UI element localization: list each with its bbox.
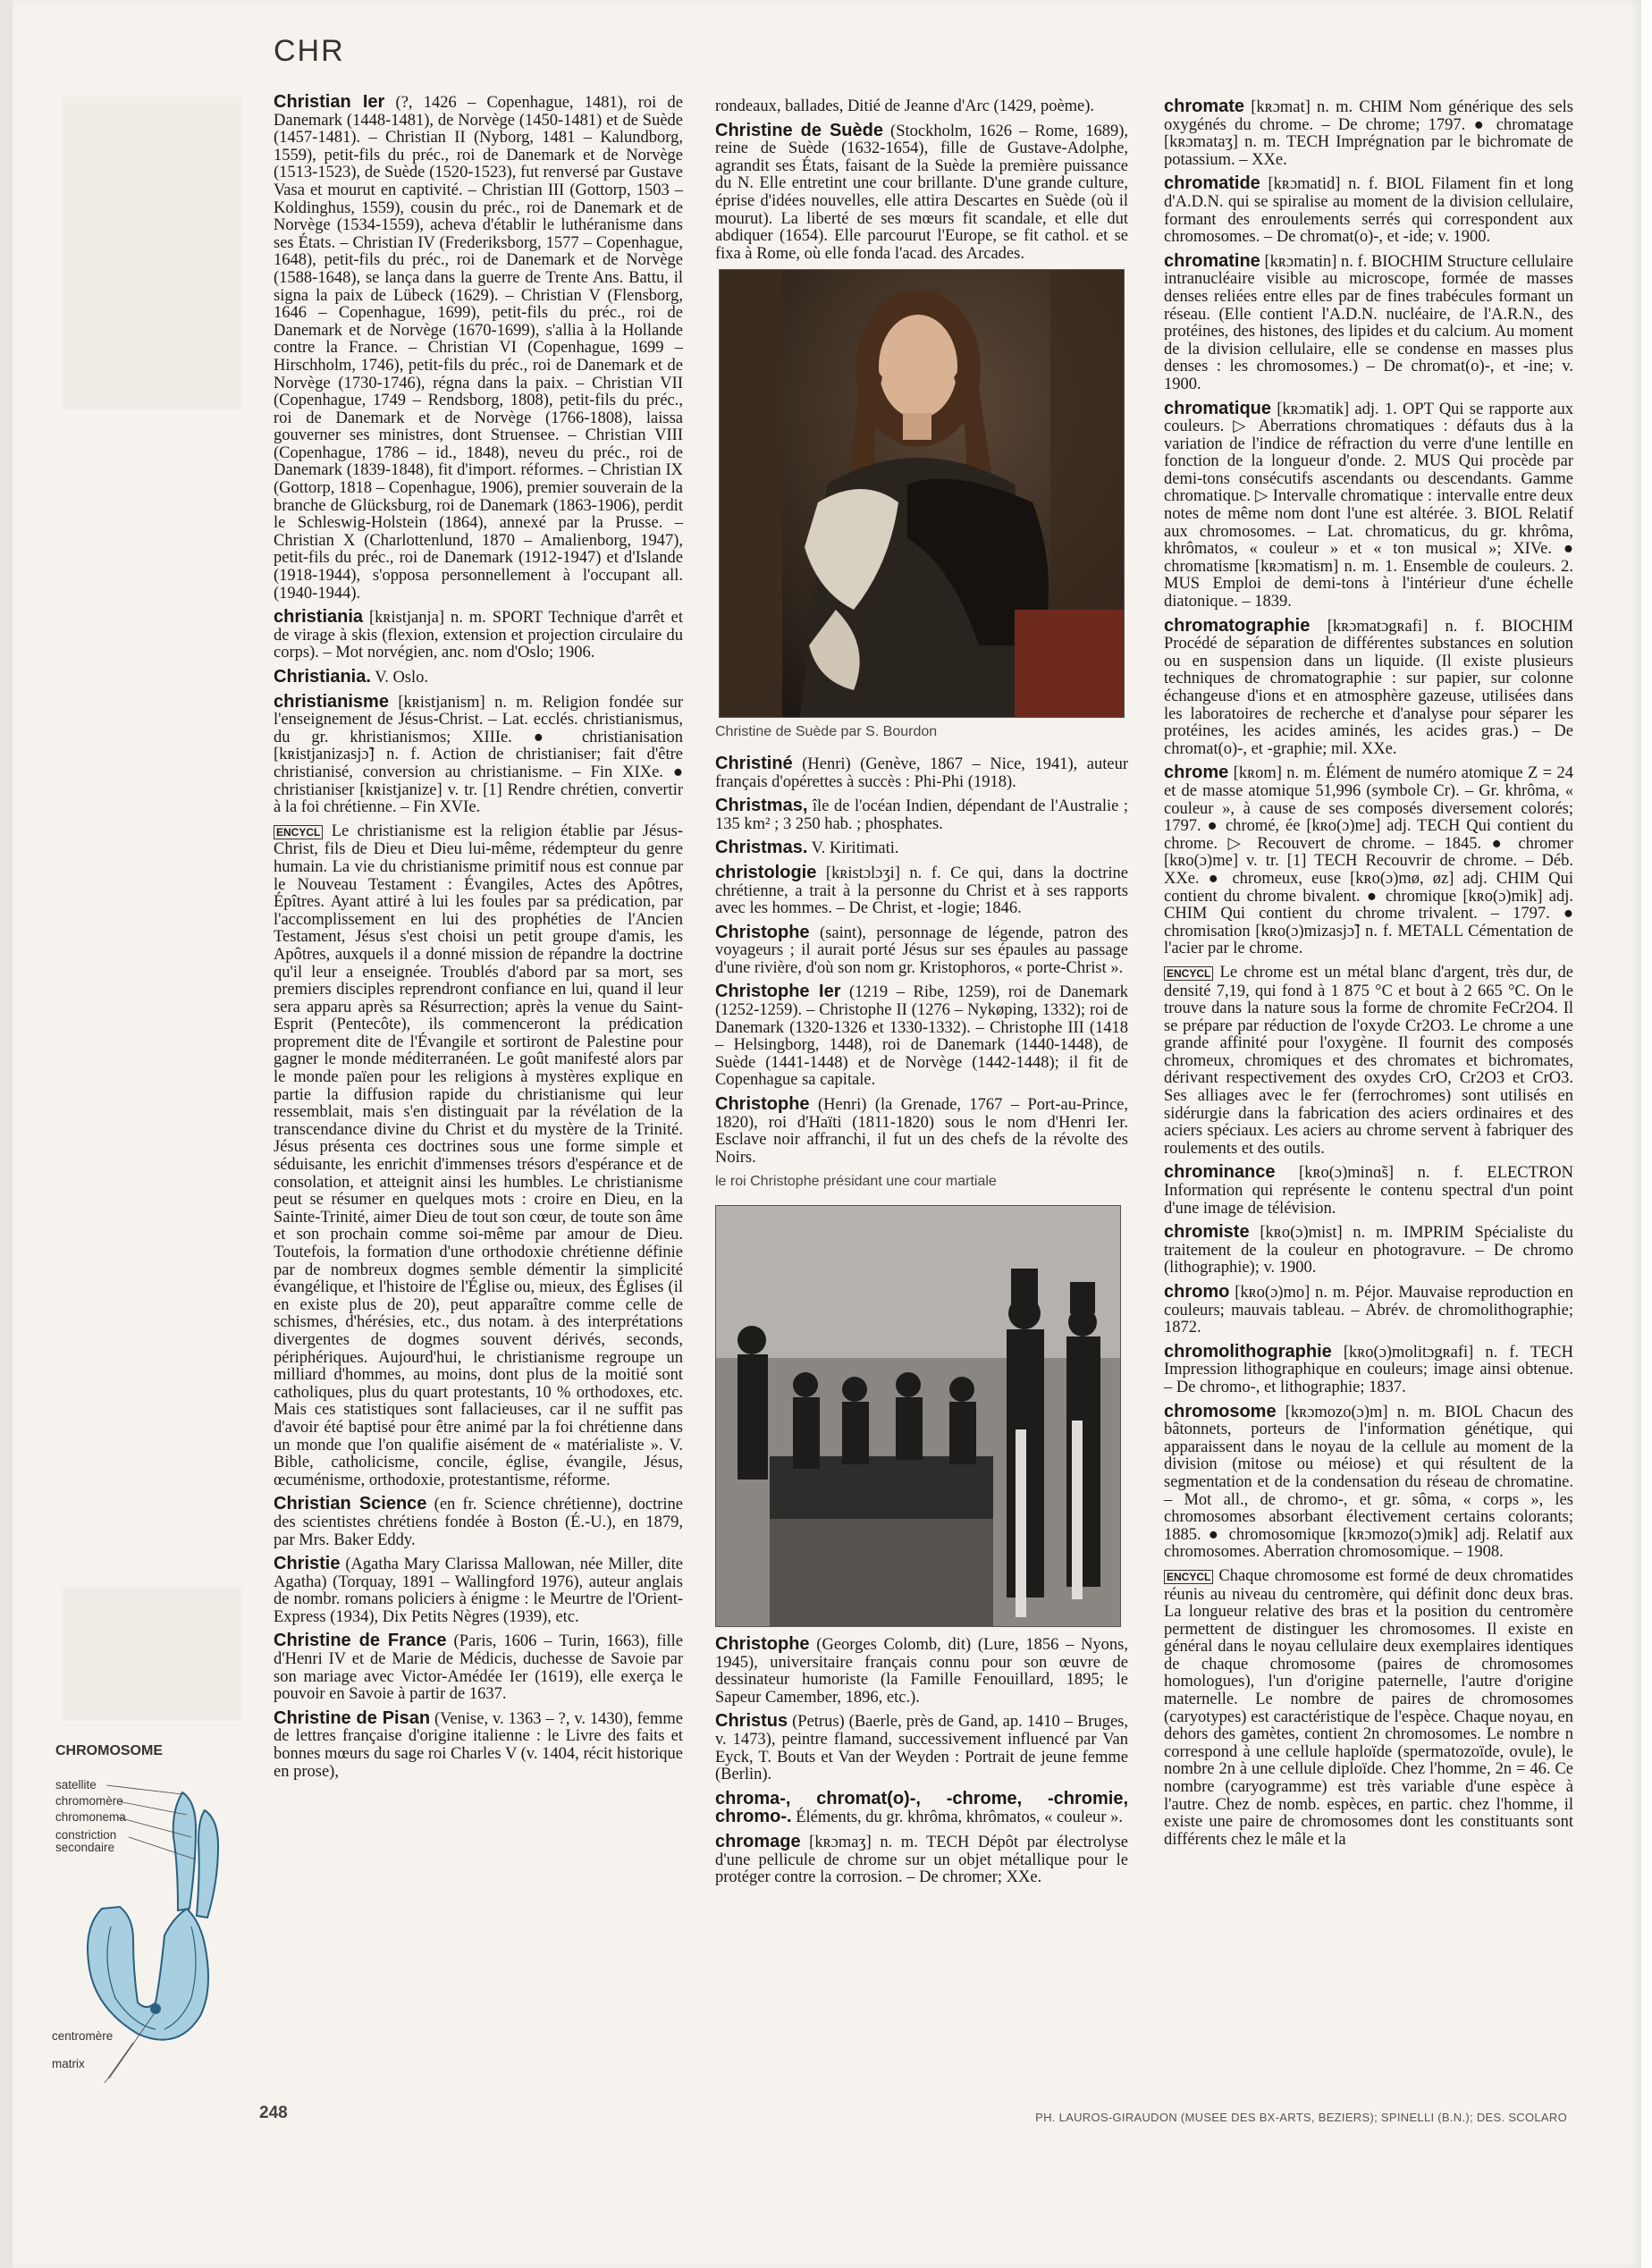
dictionary-entry	[1164, 764, 1573, 958]
entry-headword: ENCYCL	[1164, 1570, 1213, 1584]
dictionary-entry	[715, 797, 1128, 833]
entry-headword: chrominance	[1164, 1162, 1276, 1183]
entry-text: (?, 1426 – Copenhague, 1481), roi de Danemark (1448-1481), de Norvège (1450-1481) et de Suède (1457-1481). – Christian II (Nyborg, 1481 – Kalundborg, 1559), petit-fils du préc., roi de Danemark et de Norvège (1513-1523), de Suède (1520-1523), fut renversé par Gustave Vasa et mourut en captivité. – Christian III (Gottorp, 1503 – Koldinghus, 1559), cousin du préc., roi de Danemark et de Norvège (1534-1559), acheva d'établir le luthéranisme dans ses États. – Christian IV (Frederiksborg, 1577 – Copenhague, 1648), petit-fils du préc., roi de Danemark et de Norvège (1588-1648), se lança dans la guerre de Trente Ans. Battu, il signa la paix de Lübeck (1629). – Christian V (Flensborg, 1646 – Copenhague, 1699), petit-fils du préc., roi de Danemark et de Norvège (1670-1699), s'allia à la Hollande contre la France. – Christian VI (Copenhague, 1699 – Hirschholm, 1746), petit-fils du préc., roi de Danemark et de Norvège (1730-1746), régna dans la paix. – Christian VII (Copenhague, 1749 – Rendsborg, 1808), petit-fils du préc., roi de Danemark et de Norvège (1766-1808), laissa gouverner ses ministres, dont Struensee. – Christian VIII (Copenhague, 1786 – id., 1848), neveu du préc., roi de Danemark (1839-1848), fit d'import. réformes. – Christian IX (Gottorp, 1818 – Copenhague, 1906), premier souverain de la branche de Glücksburg, roi de Danemark (1863-1906), perdit le Schleswig-Holstein (1864), annexé par la Prusse. – Christian X (Charlottenlund, 1870 – Amalienborg, 1947), petit-fils du préc., roi de Danemark (1912-1947) et d'Islande (1918-1944), s'opposa personnellement à l'occupant all. (1940-1944).	[274, 94, 683, 603]
entry-text: (Stockholm, 1626 – Rome, 1689), reine de Suède (1632-1654), fille de Gustave-Adolphe, agrandit ses États, faisant de la Suède la première puissance du N. Elle entretint une cour brillante. D'une grande culture, éprise d'idées nouvelles, elle attira Descartes en Suède (où il mourut). La liberté de ses mœurs fit scandale, et elle dut abdiquer (1654). Elle parcourut l'Europe, se fit cathol. et se fixa à Rome, où elle fonda l'acad. des Arcades.	[715, 122, 1128, 263]
dictionary-entry	[715, 1831, 1129, 1887]
entry-headword: Christie	[274, 1554, 341, 1574]
dictionary-entry	[274, 823, 683, 1490]
entry-text: (Venise, v. 1363 – ?, v. 1430), femme de lettres française d'origine italienne : le Livre des faits et bonnes mœurs du sage roi Charles V (v. 1404, récit historique en prose),	[274, 1709, 683, 1781]
page-edge	[0, 0, 13, 2268]
entry-text: île de l'océan Indien, dépendant de l'Australie ; 135 km² ; 3 250 hab. ; phosphates.	[715, 797, 1129, 833]
dictionary-entry	[715, 1788, 1128, 1827]
dictionary-entry	[715, 755, 1128, 791]
entry-headword: christologie	[715, 862, 817, 882]
entry-text: Chaque chromosome est formé de deux chromatides réunis au niveau du centromère, qui définit donc deux bras. La longueur relative des bras et la position du centromère permettent de distinguer les chromosomes. Il existe en général dans le noyau cellulaire deux exemplaires identiques de chaque chromosome (paires de chromosomes homologues), l'un d'origine paternelle, l'autre d'origine maternelle. Le nombre de paires de chromosomes (caryotypes) est caractéristique de l'espèce. Chaque noyau, en dehors des gamètes, contient 2n chromosomes. Le nombre n correspond à une cellule haploïde (spermatozoïde, ovule), le nombre 2n à une cellule diploïde. Chez l'homme, 2n = 46. Ce nombre (caryogramme) est très variable d'une espèce à l'autre. Chez de nomb. espèces, en partic. chez l'homme, il existe une paire de chromosomes dont les constituants sont différents chez le mâle et la	[1164, 1566, 1574, 1849]
diagram-label-satellite: satellite	[55, 1778, 97, 1792]
entry-text: [kʀɔmozo(ɔ)m] n. m. BIOL Chacun des bâtonnets, porteurs de l'information génétique, qui apparaissent dans le noyau de la cellule au moment de la division (mitose ou méiose) et qui résultent de la segmentation et de la condensation du réseau de chromatine. – Mot all., de chromo-, et gr. sôma, « corps », les chromosomes absorbant électivement certains colorants; 1885. ● chromosomique [kʀɔmozo(ɔ)mik] adj. Relatif aux chromosomes. Aberration chromosomique. – 1908.	[1164, 1403, 1573, 1562]
entry-text: rondeaux, ballades, Ditié de Jeanne d'Arc (1429, poème).	[715, 97, 1095, 115]
entry-headword: Christmas,	[715, 796, 808, 816]
dictionary-entry	[1164, 1341, 1574, 1397]
dictionary-entry	[1164, 1568, 1573, 1850]
entry-text: [kʀɔmatik] adj. 1. OPT Qui se rapporte aux couleurs. ▷ Aberrations chromatiques : défauts dus à la variation de l'indice de réfraction du verre d'une lentille en fonction de la longueur d'onde. 2. MUS Qui procède par demi-tons consécutifs ascendants ou descendants. Gamme chromatique. ▷ Intervalle chromatique : intervalle entre deux notes de même nom dont l'une est altérée. 3. BIOL Relatif aux chromosomes. – Lat. chromaticus, du gr. khrôma, khrômatos, « couleur » et « ton musical »; XIVe. ● chromatisme [kʀɔmatism] n. m. 1. Ensemble de couleurs. 2. MUS Emploi de demi-tons à l'intérieur d'une échelle diatonique. – 1839.	[1164, 400, 1573, 611]
entry-headword: chromatique	[1164, 398, 1272, 418]
entry-headword: Christmas.	[715, 838, 808, 858]
dictionary-entry	[1164, 965, 1573, 1159]
dictionary-entry	[715, 839, 1128, 858]
entry-text: (Henri) (Genève, 1867 – Nice, 1941), auteur français d'opérettes à succès : Phi-Phi (1918).	[715, 755, 1129, 791]
entry-headword: Christian Science	[274, 1494, 427, 1514]
entry-headword: chromage	[715, 1831, 801, 1851]
entry-text: [kʀistjanism] n. m. Religion fondée sur l'enseignement de Jésus-Christ. – Lat. ecclés. christianismus, du gr. khristianismos; XIIIe. ● christianisation [kʀistjanizasjɔ̃] n. f. Action de christianiser; fait d'être christianisé, conversion au christianisme. – Fin XIXe. ● christianiser [kʀistjanize] v. tr. [1] Rendre chrétien, convertir à la foi chrétienne. – Fin XVIe.	[274, 693, 684, 817]
dictionary-entry	[274, 1496, 683, 1549]
entry-text: Le christianisme est la religion établie par Jésus-Christ, fils de Dieu et Dieu lui-même, rédempteur du genre humain. La vie du christianisme primitif nous est connue par le Nouveau Testament : Évangiles, Actes des Apôtres, Épîtres. Ayant attiré à lui les foules par sa prédication, par l'accomplissement en lui des prophéties de l'Ancien Testament, Jésus s'est choisi un petit groupe d'amis, les Apôtres, auxquels il a donné mission de répandre la doctrine qu'il leur a enseignée. Troublés d'abord par sa mort, ses premiers disciples reprendront confiance en lui, quand il leur sera apparu après sa Résurrection; après la venue du Saint-Esprit (Pentecôte), ils commenceront la prédication proprement dite de l'Évangile et sortiront de Palestine pour gagner le monde méditerranéen. Le goût manifesté alors par le monde païen pour les religions à mystères explique en partie la diffusion rapide du christianisme qui leur ressemblait, mais s'en distinguait par la révélation de la transcendance divine du Christ et du mystère de la Trinité. Jésus présenta ces doctrines sous une forme simple et séduisante, les enrichit d'immenses trésors d'espérance et de consolation, et atteignit ainsi les humbles. Le christianisme peut se résumer en quelques mots : croire en Dieu, en la Sainte-Trinité, aimer Dieu de tout son cœur, de toute son âme et son prochain comme soi-même par amour de Dieu. Toutefois, la formation d'une orthodoxie chrétienne définie par de nombreux dogmes semble démentir la simplicité évangélique, et l'histoire de l'Église ou, mieux, des Églises (il en existe plus de 20), peut apparaître comme celle de schismes, d'hérésies, etc., dus notam. à des interprétations divergentes de dogmes souvent dérivés, seconds, périphériques. Aujourd'hui, le christianisme regroupe un milliard d'hommes, au moins, dont plus de la moitié sont catholiques, plus du quart protestants, 10 % orthodoxes, etc. Mais ces statistiques sont fallacieuses, car il ne suffit pas d'avoir été baptisé pour être animé par la foi chrétienne dans un monde que l'on qualifie aisément de « matérialiste ». V. Bible, catholicisme, concile, église, évangile, Jésus, œcuménisme, orthodoxie, protestantisme, réforme.	[274, 822, 684, 1489]
engraving-image	[716, 1206, 1120, 1626]
entry-headword: Christophe	[715, 1094, 810, 1115]
entry-headword: Christophe	[715, 1634, 810, 1654]
entry-headword: chromosome	[1164, 1401, 1277, 1421]
engraving-roi-christophe	[715, 1205, 1121, 1627]
margin-ghost-image-bottom	[63, 1587, 241, 1721]
entry-headword: christiania	[274, 607, 364, 628]
dictionary-entry	[715, 983, 1128, 1090]
entry-text: [kʀo(ɔ)minɑ̃s] n. f. ELECTRON Information qui représente le contenu spectral d'un point d'une image de télévision.	[1164, 1164, 1574, 1218]
entry-text: [kʀɔmaʒ] n. m. TECH Dépôt par électrolyse d'une pellicule de chrome sur un objet métallique pour le protéger contre la corrosion. – De chromer; XXe.	[715, 1833, 1129, 1887]
dictionary-entry	[1164, 400, 1573, 611]
entry-text: [kʀo(ɔ)mist] n. m. IMPRIM Spécialiste du traitement de la couleur en photogravure. – De chromo (lithographie); v. 1900.	[1164, 1224, 1573, 1277]
dictionary-entry	[715, 1096, 1128, 1167]
page-number: 248	[259, 2104, 288, 2122]
entry-text: [kʀɔmatɔgʀafi] n. f. BIOCHIM Procédé de séparation de différentes substances en solution ou en suspension dans un liquide. (Il existe plusieurs techniques de chromatographie : sur papier, sur colonne échangeuse d'ions et en atmosphère gazeuse, utilisées dans les laboratoires de recherche et d'analyse pour séparer les protéines, les acides aminés, les acides gras.) – De chromat(o)-, et -graphie; mil. XXe.	[1164, 617, 1574, 758]
caption-portrait: Christine de Suède par S. Bourdon	[715, 724, 938, 740]
diagram-label-matrix: matrix	[52, 2057, 85, 2070]
entry-text: [kʀo(ɔ)molitɔgʀafi] n. f. TECH Impression lithographique en couleurs; image ainsi obtenue. – De chromo-, et lithographie; 1837.	[1164, 1343, 1574, 1396]
dictionary-entry	[274, 691, 684, 817]
entry-text: [kʀɔmatid] n. f. BIOL Filament fin et long d'A.D.N. qui se spiralise au moment de la division cellulaire, formant des enroulements serrés qui correspondent aux chromosomes. – De chromat(o)-, et -ide; v. 1900.	[1164, 175, 1574, 247]
entry-text: [kʀo(ɔ)mo] n. m. Péjor. Mauvaise reproduction en couleurs; mauvais tableau. – Abrév. de chromolithographie; 1872.	[1164, 1284, 1573, 1337]
entry-headword: ENCYCL	[274, 825, 323, 839]
entry-headword: chromatide	[1164, 173, 1260, 194]
entry-text: (en fr. Science chrétienne), doctrine des scientistes chrétiens fondée à Boston (É.-U.), en 1879, par Mrs. Baker Eddy.	[274, 1496, 684, 1549]
dictionary-entry	[1164, 1164, 1573, 1218]
entry-text: [kʀom] n. m. Élément de numéro atomique Z = 24 et de masse atomique 51,996 (symbole Cr). – Gr. khrôma, « couleur », à cause de ses composés diversement colorés; 1797. ● chromé, ée [kʀo(ɔ)me] adj. TECH Qui contient du chrome. ▷ Recouvert de chrome. – 1845. ● chromer [kʀo(ɔ)me] v. tr. [1] TECH Recouvrir de chrome. – Déb. XXe. ● chromeux, euse [kʀo(ɔ)mø, øz] adj. CHIM Qui contient du chrome bivalent. ● chromique [kʀo(ɔ)mik] adj. CHIM Qui contient du chrome trivalent. – 1797. ● chromisation [kʀo(ɔ)mizasjɔ̃] n. f. METALL Cémentation de l'acier par le chrome.	[1164, 764, 1574, 958]
dictionary-entry	[1164, 250, 1573, 394]
dictionary-entry	[274, 1556, 683, 1626]
entry-headword: chrome	[1164, 763, 1229, 783]
entry-text: (Henri) (la Grenade, 1767 – Port-au-Prince, 1820), roi d'Haïti (1811-1820) sous le nom d'Henri Ier. Esclave noir affranchi, il fut un des chefs de la révolte des Noirs.	[715, 1096, 1128, 1167]
caption-engraving: le roi Christophe présidant une cour martiale	[715, 1174, 997, 1190]
entry-text: (Georges Colomb, dit) (Lure, 1856 – Nyons, 1945), universitaire français connu pour son œuvre de dessinateur humoriste (la Famille Fenouillard, 1895; le Sapeur Camember, 1896, etc.).	[715, 1636, 1128, 1707]
entry-headword: Christophe Ier	[715, 982, 841, 1002]
entry-text: [kʀɔmatin] n. f. BIOCHIM Structure cellulaire intranucléaire visible au microscope, formée de masses denses reliées entre elles par de fines trabécules formant un réseau. (Elle contient l'A.D.N. nucléaire, de l'A.R.N., des protéines, des histones, des lipides et du calcium. Au moment de la division cellulaire, elle se condense en masses plus denses : les chromosomes.) – De chromat(o)-, et -ine; v. 1900.	[1164, 252, 1573, 393]
entry-headword: chromolithographie	[1164, 1341, 1332, 1362]
diagram-title: CHROMOSOME	[55, 1743, 163, 1758]
entry-headword: chromatine	[1164, 250, 1260, 271]
dictionary-entry	[1164, 1284, 1573, 1337]
entry-headword: ENCYCL	[1164, 966, 1213, 981]
entry-headword: chromate	[1164, 97, 1245, 116]
entry-headword: chromo	[1164, 1282, 1230, 1302]
entry-headword: christianisme	[274, 691, 389, 712]
dictionary-entry	[274, 1632, 683, 1703]
dictionary-entry	[274, 1707, 683, 1781]
entry-headword: chromatographie	[1164, 615, 1311, 636]
column-1	[274, 94, 683, 1787]
entry-text: Éléments, du gr. khrôma, khrômatos, « couleur ».	[796, 1808, 1124, 1827]
entry-headword: Christine de Pisan	[274, 1707, 431, 1728]
entry-headword: Christophe	[715, 922, 810, 942]
entry-text: [kʀistjanja] n. m. SPORT Technique d'arrêt et de virage à skis (flexion, extension et projection circulaire du corps). – Mot norvégien, anc. nom d'Oslo; 1906.	[274, 609, 683, 662]
entry-headword: Christian Ier	[274, 92, 385, 112]
entry-headword: Christine de France	[274, 1631, 447, 1651]
diagram-label-constriction: constriction	[55, 1828, 117, 1842]
dictionary-entry	[715, 98, 1128, 116]
entry-text: (Petrus) (Baerle, près de Gand, ap. 1410 – Bruges, v. 1473), peintre flamand, successivement influencé par Van Eyck, T. Bouts et Van der Weyden : Portrait de jeune femme (Berlin).	[715, 1713, 1129, 1784]
margin-ghost-image-top	[63, 97, 241, 409]
dictionary-entry	[1164, 1401, 1573, 1562]
diagram-label-chromomere: chromomère	[55, 1794, 123, 1808]
dictionary-entry	[1164, 98, 1573, 169]
running-header: CHR	[274, 34, 345, 68]
entry-text: (Paris, 1606 – Turin, 1663), fille d'Henri IV et de Marie de Médicis, duchesse de Savoie par son mariage avec Victor-Amédée Ier (1619), elle exerça le pouvoir en Savoie à partir de 1637.	[274, 1632, 684, 1704]
entry-headword: Christus	[715, 1711, 788, 1732]
dictionary-entry	[1164, 615, 1574, 759]
entry-text: (Agatha Mary Clarissa Mallowan, née Miller, dite Agatha) (Torquay, 1891 – Wallingford 1976), auteur anglais de nombr. romans policiers à énigme : le Meurtre de l'Orient-Express (1934), Dix Petits Nègres (1939), etc.	[274, 1556, 683, 1626]
photo-credits: PH. LAUROS-GIRAUDON (MUSEE DES BX-ARTS, BEZIERS); SPINELLI (B.N.); DES. SCOLARO	[1035, 2111, 1567, 2124]
dictionary-entry	[715, 924, 1128, 978]
dictionary-entry	[715, 864, 1128, 918]
dictionary-entry	[1164, 1224, 1573, 1277]
entry-text: V. Oslo.	[375, 669, 429, 687]
portrait-christine-de-suede	[719, 269, 1125, 718]
entry-text: [kʀɔmat] n. m. CHIM Nom générique des sels oxygénés du chrome. – De chrome; 1797. ● chromatage [kʀɔmataʒ] n. m. TECH Imprégnation par le bichromate de potassium. – XXe.	[1164, 98, 1573, 169]
column-3	[1164, 98, 1573, 1855]
dictionary-entry	[274, 669, 683, 687]
entry-text: [kʀistɔlɔʒi] n. f. Ce qui, dans la doctrine chrétienne, a trait à la personne du Christ et à ses rapports avec les hommes. – De Christ, et -logie; 1846.	[715, 864, 1129, 918]
entry-text: (saint), personnage de légende, patron des voyageurs ; il aurait porté Jésus sur ses épaules au passage d'une rivière, d'où son nom gr. Kristophoros, « porte-Christ ».	[715, 923, 1128, 977]
column-2	[715, 98, 1128, 1893]
entry-headword: Christiania.	[274, 667, 371, 687]
entry-headword: chroma-, chromat(o)-, -chrome, -chromie, chromo-.	[715, 1788, 1128, 1827]
dictionary-entry	[1164, 175, 1573, 246]
diagram-label-centromere: centromère	[52, 2029, 114, 2043]
entry-text: V. Kiritimati.	[811, 839, 899, 858]
diagram-label-chromonema: chromonema	[55, 1810, 126, 1824]
dictionary-entry	[715, 1636, 1128, 1707]
entry-headword: Christiné	[715, 753, 793, 773]
dictionary-entry	[274, 609, 683, 662]
dictionary-entry	[274, 94, 683, 603]
entry-text: Le chrome est un métal blanc d'argent, très dur, de densité 7,19, qui fond à 1 875 °C et bout à 2 665 °C. On le trouve dans la nature sous la forme de chromite FeCr2O4. Il se prépare par réduction de l'oxyde Cr2O3. Le chrome a une grande affinité pour l'oxygène. Il fournit des composés chromeux, chromiques et des chromates et bichromates, dérivant respectivement des oxydes CrO, Cr2O3 et CrO3. Ses alliages avec le fer (ferrochromes) sont utilisés en sidérurgie dans la fabrication des aciers ordinaires et des aciers spéciaux. Les aciers au chrome servent à fabriquer des roulements et des outils.	[1164, 963, 1573, 1158]
entry-text: (1219 – Ribe, 1259), roi de Danemark (1252-1259). – Christophe II (1276 – Nykøping, 1332); roi de Danemark (1320-1326 et 1330-1332). – Christophe III (1418 – Helsingborg, 1448), roi de Danemark (1440-1448), de Suède (1441-1448) et de Norvège (1442-1448); il fit de Copenhague sa capitale.	[715, 983, 1128, 1090]
dictionary-entry	[715, 122, 1128, 264]
entry-headword: Christine de Suède	[715, 120, 883, 140]
dictionary-page	[13, 0, 1641, 2268]
entry-headword: chromiste	[1164, 1222, 1250, 1243]
diagram-label-secondaire: secondaire	[55, 1841, 115, 1854]
portrait-painting-image	[720, 270, 1124, 717]
dictionary-entry	[715, 1713, 1128, 1783]
